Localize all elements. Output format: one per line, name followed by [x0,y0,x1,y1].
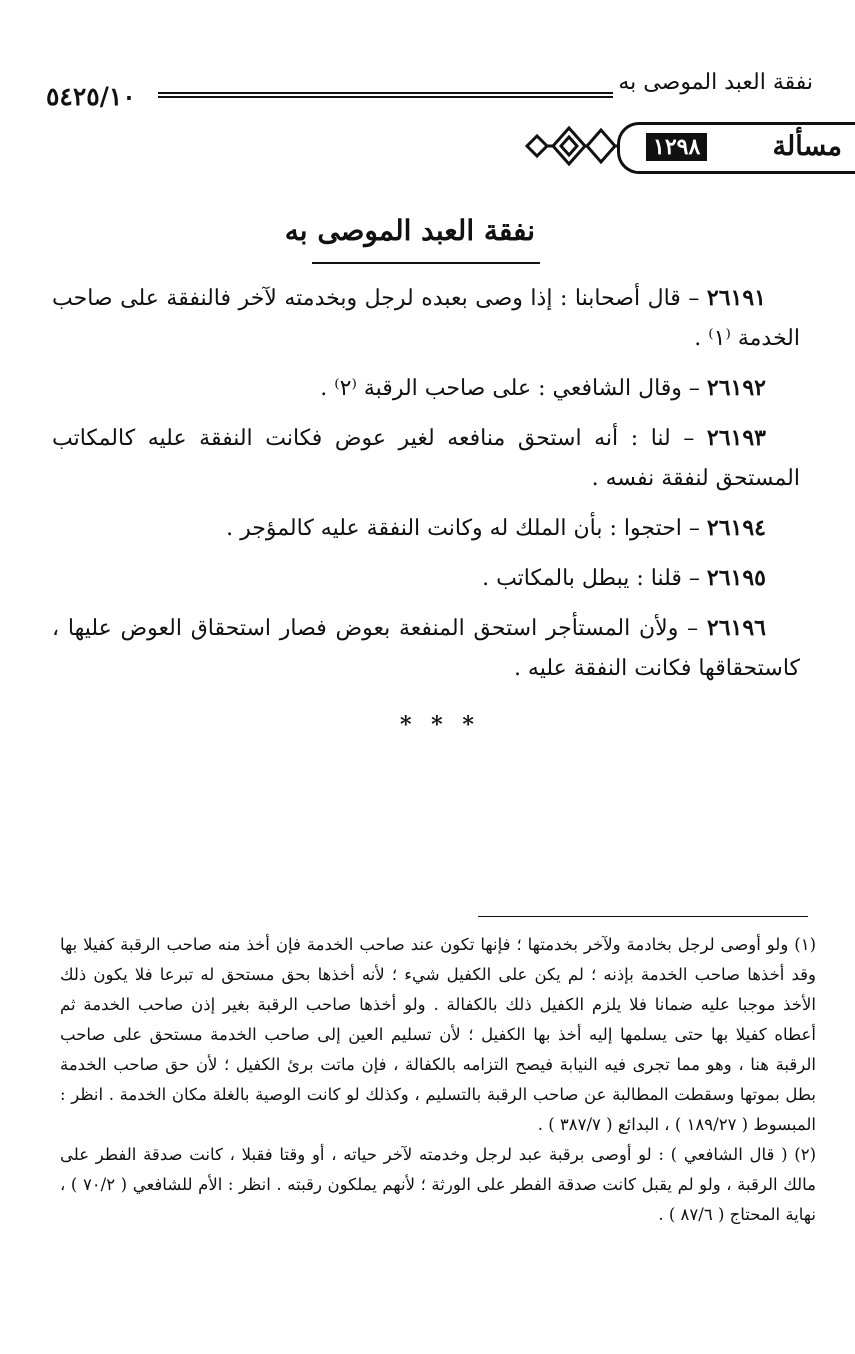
footnote: (١) ولو أوصى لرجل بخادمة ولآخر بخدمتها ؛ فإنها تكون عند صاحب الخدمة فإن أخذ منه صاحب الرقبة كفيلا بها وقد أخذها صاحب الخدمة بإذنه ؛ لم يكن على الكفيل شيء ؛ لأنه أخذها بحق مستحق له تبرعا فلا يكون ذلك الأخذ موجبا عليه ضمانا فلا يلزم الكفيل ذلك بالكفالة . ولو أخذها صاحب الرقبة بغير إذن صاحب الخدمة ثم أعطاه كفيلا بها حتى يسلمها إليه أخذ بها الكفيل ؛ لأن تسليم العين إلى صاحب الخدمة مستحق على صاحب الرقبة هنا ، وهو مما تجرى فيه النيابة فيصح التزامه بالكفالة ، فإن ماتت برئ الكفيل ؛ لأن حق صاحب الخدمة بطل بموتها وسقطت المطالبة عن صاحب الرقبة بالتسليم ، وكذلك لو كانت الوصية بالغلة مكان الخدمة . انظر : المبسوط ( ١٨٩/٢٧ ) ، البدائع ( ٣٨٧/٧ ) . [60,935,816,1134]
running-title: نفقة العبد الموصى به [618,70,813,95]
paragraph-number: ٢٦١٩١ [706,285,766,311]
body-text [52,278,800,698]
paragraph-number: ٢٦١٩٢ [706,375,766,401]
paragraph [52,508,800,549]
paragraph [52,558,800,599]
page-reference: ٥٤٢٥/١٠ [46,82,136,111]
paragraph-text: – لنا : أنه استحق منافعه لغير عوض فكانت النفقة عليه كالمكاتب المستحق لنفقة نفسه . [52,426,800,491]
header-rule [158,92,613,98]
paragraph-text: – ولأن المستأجر استحق المنفعة بعوض فصار استحقاق العوض عليها ، كاستحقاقها فكانت النفقة عليه . [52,616,800,681]
banner-frame [617,122,855,174]
paragraph-number: ٢٦١٩٤ [706,515,766,541]
footnote: (٢) ( قال الشافعي ) : لو أوصى برقبة عبد لرجل وخدمته لآخر حياته ، أو وقتا فقبلا ، كانت صدقة الفطر على مالك الرقبة ، ولو لم يقبل كانت صدقة الفطر على الورثة ؛ لأنهم يملكون رقبته . انظر : الأم للشافعي ( ٧٠/٢ ) ، نهاية المحتاج ( ٨٧/٦ ) . [60,1145,816,1224]
paragraph [52,278,800,359]
section-separator: * * * [400,712,480,738]
paragraph-text: – قلنا : يبطل بالمكاتب . [482,566,707,591]
page-title: نفقة العبد الموصى به [284,214,535,247]
title-underline [312,262,540,264]
paragraph-number: ٢٦١٩٣ [706,425,766,451]
banner-number: ١٢٩٨ [646,133,707,161]
paragraph [52,368,800,409]
masala-banner [525,118,855,174]
paragraph-number: ٢٦١٩٥ [706,565,766,591]
paragraph-text: – احتجوا : بأن الملك له وكانت النفقة عليه كالمؤجر . [226,516,707,541]
paragraph [52,418,800,499]
paragraph-text: – قال أصحابنا : إذا وصى بعبده لرجل وبخدمته لآخر فالنفقة على صاحب الخدمة ⁽١⁾ . [52,286,800,351]
paragraph [52,608,800,689]
footnote-rule [478,916,808,917]
paragraph-number: ٢٦١٩٦ [706,615,766,641]
footnotes [60,930,816,1230]
banner-label: مسألة [772,131,842,162]
paragraph-text: – وقال الشافعي : على صاحب الرقبة ⁽٢⁾ . [320,376,707,401]
ornament-icon [525,118,625,174]
